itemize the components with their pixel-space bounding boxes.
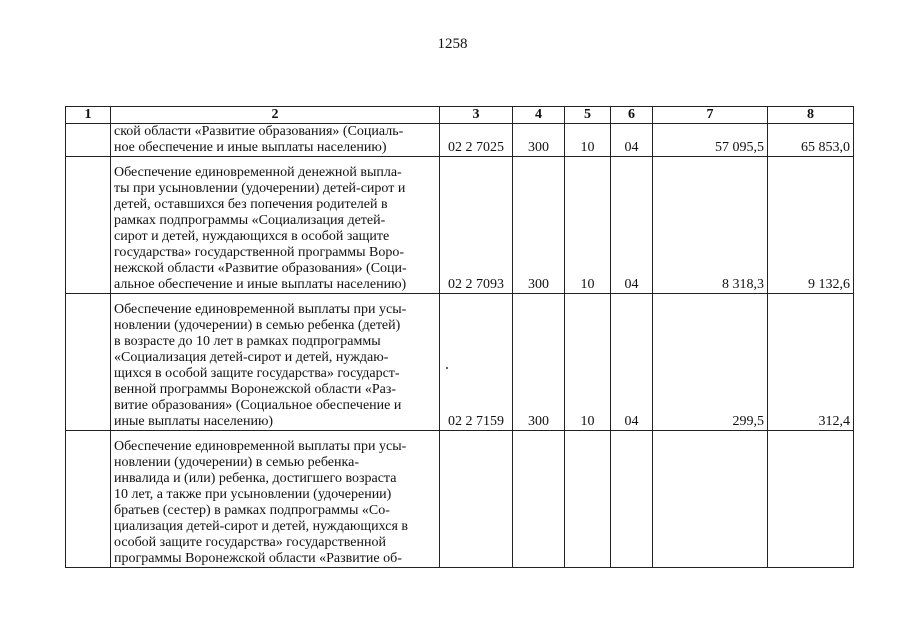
column-4-cell: 300: [513, 294, 565, 431]
code-cell: 02 2 7093: [440, 157, 513, 294]
column-6-cell: 04: [611, 157, 653, 294]
column-header: 1: [66, 107, 111, 124]
amount-8-cell: [768, 431, 854, 568]
column-header: 3: [440, 107, 513, 124]
column-header: 7: [653, 107, 768, 124]
column-4-cell: 300: [513, 157, 565, 294]
description-text: Обеспечение единовременной выплаты при усы- новлении (удочерении) в семью ребенка- инвалида и (или) ребенка, достигшего возраста 10 лет, а также при усыновлении (удочерении) братьев (сестер) в рамках подпрограммы «Со- циализация детей-сирот и детей, нуждающихся в особой защите государства» государственной программы Воронежской области «Развитие об-: [114, 439, 408, 566]
column-4-cell: 300: [513, 124, 565, 157]
table-row: [66, 294, 854, 431]
code-cell: 02 2 7025: [440, 124, 513, 157]
column-5-cell: 10: [565, 157, 611, 294]
column-header: 8: [768, 107, 854, 124]
amount-8-cell: 9 132,6: [768, 157, 854, 294]
table-row: [66, 124, 854, 157]
column-6-cell: 04: [611, 294, 653, 431]
amount-8-cell: 65 853,0: [768, 124, 854, 157]
page-number: 1258: [437, 36, 468, 52]
row-number-cell: [66, 431, 111, 568]
description-cell: [111, 124, 440, 157]
column-5-cell: [565, 431, 611, 568]
row-number-cell: [66, 124, 111, 157]
amount-7-cell: 57 095,5: [653, 124, 768, 157]
column-header-row: [66, 107, 854, 124]
column-header: 6: [611, 107, 653, 124]
code-cell: 02 2 7159: [440, 294, 513, 431]
column-header: 2: [111, 107, 440, 124]
column-header: 5: [565, 107, 611, 124]
description-cell: [111, 431, 440, 568]
column-4-cell: [513, 431, 565, 568]
row-number-cell: [66, 294, 111, 431]
amount-8-cell: 312,4: [768, 294, 854, 431]
amount-7-cell: 299,5: [653, 294, 768, 431]
budget-table: [65, 106, 854, 568]
column-5-cell: 10: [565, 124, 611, 157]
description-text: Обеспечение единовременной выплаты при усы- новлении (удочерении) в семью ребенка (детей) в возрасте до 10 лет в рамках подпрограммы «Социализация детей-сирот и детей, нуждаю- щихся в особой защите государства» государст- венной программы Воронежской области «Раз- витие образования» (Социальное обеспечение и иные выплаты населению): [114, 302, 407, 429]
row-number-cell: [66, 157, 111, 294]
column-6-cell: [611, 431, 653, 568]
column-header: 4: [513, 107, 565, 124]
scan-speck: [446, 367, 448, 369]
amount-7-cell: 8 318,3: [653, 157, 768, 294]
table-row: [66, 157, 854, 294]
amount-7-cell: [653, 431, 768, 568]
table-row: [66, 431, 854, 568]
description-cell: [111, 157, 440, 294]
code-cell: [440, 431, 513, 568]
column-5-cell: 10: [565, 294, 611, 431]
description-cell: [111, 294, 440, 431]
description-text: ской области «Развитие образования» (Социаль- ное обеспечение и иные выплаты населению): [114, 124, 404, 155]
description-text: Обеспечение единовременной денежной выпла- ты при усыновлении (удочерении) детей-сирот и детей, оставшихся без попечения родителей в рамках подпрограммы «Социализация детей- сирот и детей, нуждающихся в особой защите государства» государственной программы Воро- нежской области «Развитие образования» (Соци- альное обеспечение и иные выплаты населению): [114, 165, 407, 292]
column-6-cell: 04: [611, 124, 653, 157]
